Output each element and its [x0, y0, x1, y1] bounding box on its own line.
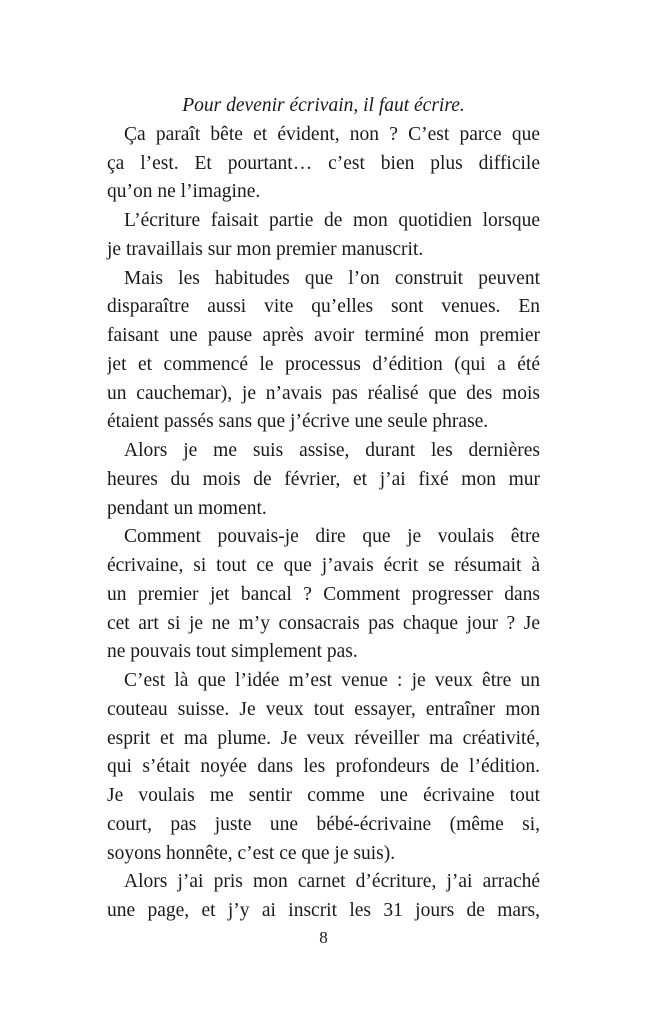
page-number: 8 — [319, 928, 328, 947]
text-line: Ça paraît bête et évident, non ? C’est parce que — [124, 123, 540, 145]
text-line: esprit et ma plume. Je veux réveiller ma créativité, — [107, 727, 540, 749]
text-line: Comment pouvais-je dire que je voulais être — [124, 526, 540, 548]
text-line: Alors je me suis assise, durant les dernières — [124, 440, 540, 461]
page-body — [107, 92, 540, 926]
text-line: Je voulais me sentir comme une écrivaine tout — [107, 785, 540, 806]
text-line: pendant un moment. — [107, 497, 267, 519]
text-line: court, pas juste une bébé-écrivaine (même si, — [107, 813, 540, 835]
text-line: L’écriture faisait partie de mon quotidien lorsque — [124, 210, 540, 231]
text-line: Mais les habitudes que l’on construit peuvent — [124, 267, 540, 289]
text-line: disparaître aussi vite qu’elles sont venues. En — [107, 296, 540, 318]
text-line: ça l’est. Et pourtant… c’est bien plus difficile — [107, 152, 540, 174]
text-line: qu’on ne l’imagine. — [107, 181, 261, 203]
text-line: un premier jet bancal ? Comment progresser dans — [107, 583, 540, 605]
text-line: faisant une pause après avoir terminé mon premier — [107, 325, 540, 346]
text-line: qui s’était noyée dans les profondeurs de l’édition. — [107, 756, 540, 778]
chapter-epigraph: Pour devenir écrivain, il faut écrire. — [182, 95, 465, 116]
text-line: Alors j’ai pris mon carnet d’écriture, j’ai arraché — [124, 871, 540, 893]
text-line: écrivaine, si tout ce que j’avais écrit se résumait à — [107, 555, 540, 576]
text-line: heures du mois de février, et j’ai fixé mon mur — [107, 468, 540, 490]
text-line: couteau suisse. Je veux tout essayer, entraîner mon — [107, 698, 540, 720]
text-line: cet art si je ne m’y consacrais pas chaque jour ? Je — [107, 612, 540, 634]
text-line: une page, et j’y ai inscrit les 31 jours de mars, — [107, 900, 540, 921]
text-line: un cauchemar), je n’avais pas réalisé que des mois — [107, 382, 540, 404]
text-line: C’est là que l’idée m’est venue : je veux être un — [124, 670, 540, 691]
text-line: je travaillais sur mon premier manuscrit. — [107, 238, 424, 260]
text-line: ne pouvais tout simplement pas. — [107, 641, 358, 663]
text-line: soyons honnête, c’est ce que je suis). — [107, 842, 396, 864]
text-line: jet et commencé le processus d’édition (qui a été — [107, 353, 540, 375]
text-line: étaient passés sans que j’écrive une seule phrase. — [107, 411, 489, 433]
